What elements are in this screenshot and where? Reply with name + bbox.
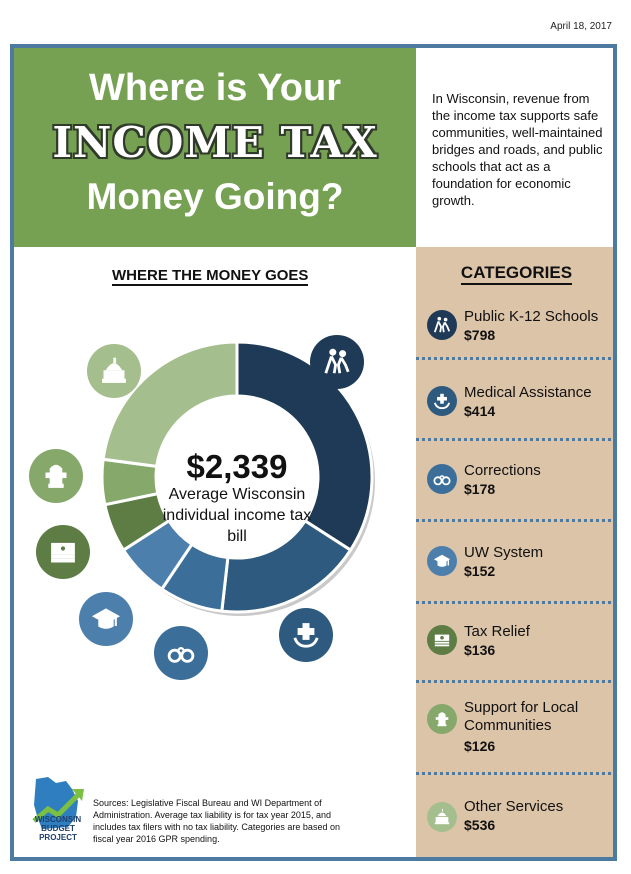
divider bbox=[416, 601, 617, 604]
divider bbox=[416, 438, 617, 441]
divider bbox=[416, 519, 617, 522]
category-amount: $798 bbox=[464, 327, 496, 343]
categories-title: CATEGORIES bbox=[416, 263, 617, 283]
category-name: Other Services bbox=[464, 798, 564, 815]
money-stack-icon bbox=[427, 625, 457, 655]
categories-panel bbox=[416, 247, 617, 861]
title-line-2: INCOME TAX bbox=[52, 118, 378, 167]
intro-text: In Wisconsin, revenue from the income tax supports safe communities, well-maintained bridges and roads, and public schools that act as a foundation for economic growth. bbox=[432, 91, 603, 208]
divider bbox=[416, 357, 617, 360]
sources-note: Sources: Legislative Fiscal Bureau and WI Department of Administration. Average tax liability is for tax year 2015, and includes tax filers with no tax liability. Categories are based on fiscal year 2016 GPR spending. bbox=[93, 798, 340, 844]
capitol-building-icon bbox=[427, 802, 457, 832]
divider bbox=[416, 680, 617, 683]
infographic-frame bbox=[10, 44, 617, 861]
capitol-building-icon bbox=[87, 344, 141, 398]
title-panel bbox=[14, 48, 416, 247]
children-running-icon bbox=[310, 335, 364, 389]
handcuffs-icon bbox=[427, 464, 457, 494]
center-label: Average Wisconsin individual income tax bill bbox=[162, 486, 312, 545]
category-name: UW System bbox=[464, 544, 544, 561]
fire-hydrant-icon bbox=[29, 449, 83, 503]
medical-hands-icon bbox=[279, 608, 333, 662]
category-amount: $414 bbox=[464, 403, 496, 419]
date: April 18, 2017 bbox=[550, 21, 612, 32]
logo-text: WISCONSIN BUDGET PROJECT bbox=[34, 815, 82, 842]
graduation-cap-icon bbox=[79, 592, 133, 646]
category-amount: $152 bbox=[464, 563, 496, 579]
category-name: Medical Assistance bbox=[464, 384, 592, 401]
graduation-cap-icon bbox=[427, 546, 457, 576]
chart-title: WHERE THE MONEY GOES bbox=[112, 267, 309, 284]
category-amount: $126 bbox=[464, 738, 496, 754]
category-name: Support for Local Communities bbox=[464, 699, 579, 734]
category-name: Corrections bbox=[464, 462, 541, 479]
children-running-icon bbox=[427, 310, 457, 340]
handcuffs-icon bbox=[154, 626, 208, 680]
category-name: Tax Relief bbox=[464, 623, 530, 640]
category-amount: $136 bbox=[464, 642, 496, 658]
title-line-3: Money Going? bbox=[86, 176, 344, 217]
money-stack-icon bbox=[36, 525, 90, 579]
category-amount: $536 bbox=[464, 817, 496, 833]
medical-hands-icon bbox=[427, 386, 457, 416]
category-amount: $178 bbox=[464, 481, 496, 497]
fire-hydrant-icon bbox=[427, 704, 457, 734]
category-name: Public K-12 Schools bbox=[464, 308, 599, 325]
title-line-1: Where is Your bbox=[89, 67, 341, 109]
divider bbox=[416, 772, 617, 775]
center-total: $2,339 bbox=[186, 448, 288, 485]
